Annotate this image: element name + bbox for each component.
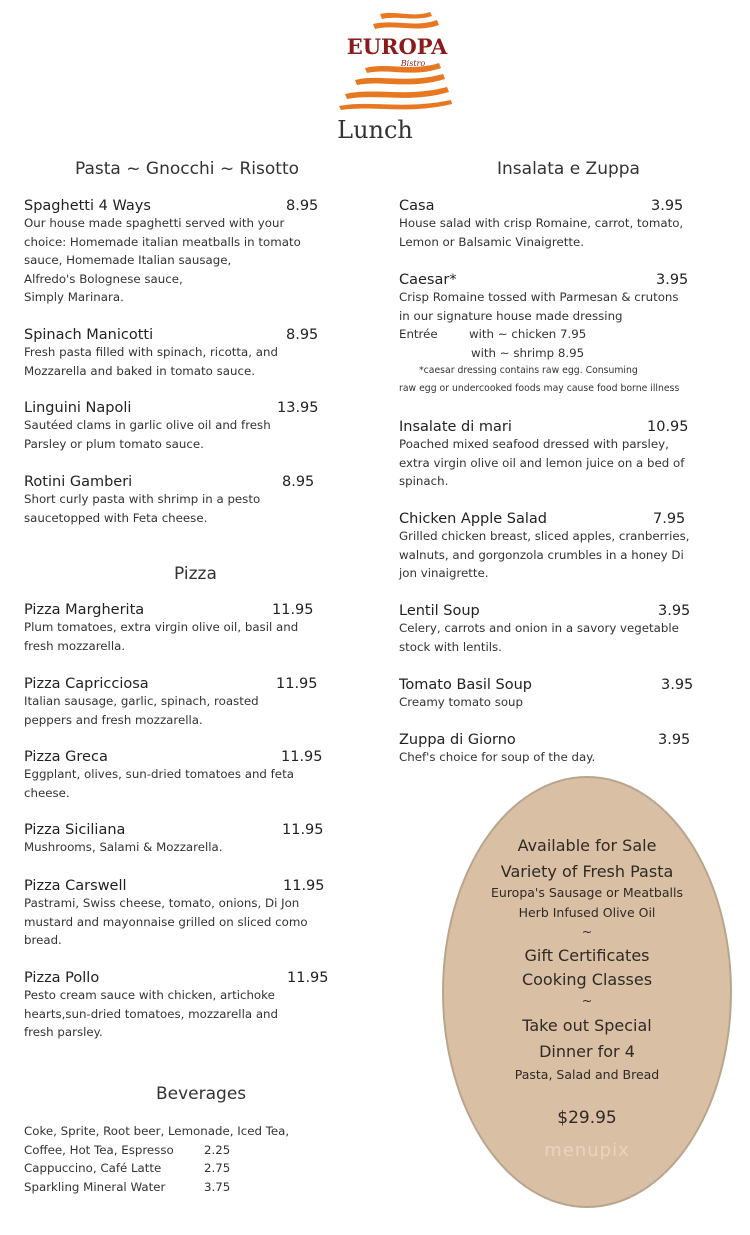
salad-item: [399, 677, 729, 712]
beverage-line: [24, 1159, 324, 1178]
item-price: 3.95: [658, 732, 691, 748]
salad-item-caesar: [399, 272, 739, 398]
beverage-text: Sparkling Mineral Water: [24, 1179, 166, 1194]
item-name: Spinach Manicotti: [24, 327, 154, 343]
item-desc: sauce, Homemade Italian sausage,: [24, 253, 232, 267]
item-desc: Chef's choice for soup of the day.: [399, 750, 596, 764]
beverage-line: [24, 1178, 324, 1197]
item-name: Rotini Gamberi: [24, 474, 133, 490]
pizza-item: [24, 676, 334, 729]
pizza-item: [24, 749, 334, 802]
beverage-price: 2.25: [204, 1142, 231, 1157]
europa-bistro-logo: [335, 8, 455, 113]
item-price: 11.95: [282, 822, 324, 838]
item-name: Pizza Capricciosa: [24, 676, 149, 692]
item-name: Spaghetti 4 Ways: [24, 198, 151, 214]
item-price: 8.95: [282, 474, 315, 490]
sale-line: Available for Sale: [517, 836, 657, 855]
caesar-note: raw egg or undercooked foods may cause food borne illness: [399, 383, 680, 394]
entree-label: Entrée: [399, 327, 438, 341]
item-desc: Pastrami, Swiss cheese, tomato, onions, Di Jon: [24, 896, 300, 910]
item-name: Caesar*: [399, 272, 457, 288]
item-desc: Parsley or plum tomato sauce.: [24, 436, 204, 451]
pizza-heading: Pizza: [174, 564, 217, 584]
item-price: 8.95: [286, 327, 319, 343]
item-name: Insalate di mari: [399, 419, 512, 435]
item-desc: fresh mozzarella.: [24, 638, 126, 653]
item-name: Chicken Apple Salad: [399, 511, 548, 527]
item-desc: Mozzarella and baked in tomato sauce.: [24, 363, 255, 378]
pizza-item: [24, 970, 354, 1042]
caesar-note: *caesar dressing contains raw egg. Consuming: [419, 365, 638, 376]
item-desc: hearts,sun-dried tomatoes, mozzarella and: [24, 1006, 279, 1021]
salad-item: [399, 732, 729, 767]
sale-price: $29.95: [557, 1108, 617, 1128]
item-desc: Alfredo's Bolognese sauce,: [24, 271, 183, 286]
entree-row: [399, 344, 739, 363]
item-price: 11.95: [287, 970, 329, 986]
item-name: Pizza Greca: [24, 749, 108, 765]
item-desc: extra virgin olive oil and lemon juice on a bed of: [399, 455, 685, 470]
sale-line: Take out Special: [522, 1016, 652, 1035]
salad-heading: Insalata e Zuppa: [497, 159, 640, 179]
item-price: 7.95: [653, 511, 686, 527]
entree-row: [399, 325, 739, 344]
item-price: 10.95: [647, 419, 689, 435]
beverage-text: Cappuccino, Café Latte: [24, 1161, 162, 1175]
item-desc: Our house made spaghetti served with your: [24, 216, 285, 230]
beverage-text: Coffee, Hot Tea, Espresso: [24, 1142, 174, 1157]
item-desc: saucetopped with Feta cheese.: [24, 510, 208, 525]
pizza-item: [24, 878, 354, 950]
item-name: Pizza Siciliana: [24, 822, 126, 838]
item-desc: Lemon or Balsamic Vinaigrette.: [399, 234, 585, 249]
item-price: 3.95: [661, 677, 694, 693]
item-desc: cheese.: [24, 785, 70, 800]
pasta-item: [24, 400, 324, 453]
sale-line: Cooking Classes: [521, 970, 653, 989]
beverage-price: 3.75: [204, 1179, 231, 1194]
item-desc: Crisp Romaine tossed with Parmesan & crutons: [399, 290, 679, 304]
item-desc: spinach.: [399, 474, 449, 488]
entree-shrimp: with ~ shrimp 8.95: [471, 345, 585, 360]
item-price: 8.95: [286, 198, 319, 214]
logo-sub: Bistro: [400, 59, 426, 68]
pasta-item: [24, 198, 324, 307]
item-desc: Fresh pasta filled with spinach, ricotta, and: [24, 345, 278, 359]
item-desc: in our signature house made dressing: [399, 308, 623, 323]
salad-item: [399, 198, 729, 251]
entree-chicken: with ~ chicken 7.95: [469, 327, 587, 341]
salad-item: [399, 603, 729, 656]
sale-line: Dinner for 4: [539, 1042, 635, 1061]
beverages-list: [24, 1122, 324, 1196]
item-desc: fresh parsley.: [24, 1025, 103, 1039]
salad-item: [399, 511, 729, 583]
item-price: 3.95: [651, 198, 684, 214]
item-desc: peppers and fresh mozzarella.: [24, 712, 203, 727]
sale-line: Gift Certificates: [524, 946, 650, 965]
pasta-heading: Pasta ~ Gnocchi ~ Risotto: [75, 159, 300, 179]
item-desc: Creamy tomato soup: [399, 695, 524, 709]
sale-line: Europa's Sausage or Meatballs: [491, 885, 683, 900]
sale-line: Herb Infused Olive Oil: [518, 905, 656, 920]
item-desc: Eggplant, olives, sun-dried tomatoes and feta: [24, 767, 294, 781]
item-name: Pizza Pollo: [24, 970, 100, 986]
item-name: Zuppa di Giorno: [399, 732, 516, 748]
item-name: Tomato Basil Soup: [399, 677, 532, 693]
page-title: Lunch: [337, 116, 413, 144]
item-desc: choice: Homemade italian meatballs in tomato: [24, 234, 301, 249]
pasta-item: [24, 327, 324, 380]
item-price: 13.95: [277, 400, 319, 416]
item-desc: walnuts, and gorgonzola crumbles in a honey Di: [399, 547, 684, 562]
item-name: Casa: [399, 198, 435, 214]
beverage-line: [24, 1122, 324, 1141]
item-desc: jon vinaigrette.: [399, 566, 489, 580]
sale-tilde: ~: [581, 993, 593, 1008]
item-name: Lentil Soup: [399, 603, 480, 619]
item-name: Linguini Napoli: [24, 400, 132, 416]
beverages-heading: Beverages: [156, 1084, 247, 1104]
item-desc: Simply Marinara.: [24, 290, 124, 304]
item-desc: Plum tomatoes, extra virgin olive oil, basil and: [24, 620, 299, 634]
beverage-text: Coke, Sprite, Root beer, Lemonade, Iced Tea,: [24, 1124, 290, 1138]
item-desc: Grilled chicken breast, sliced apples, cranberries,: [399, 529, 690, 543]
item-price: 11.95: [281, 749, 323, 765]
item-desc: Mushrooms, Salami & Mozzarella.: [24, 840, 223, 854]
item-price: 3.95: [656, 272, 689, 288]
item-desc: mustard and mayonnaise grilled on sliced como: [24, 914, 308, 929]
salad-item: [399, 419, 729, 491]
item-name: Pizza Margherita: [24, 602, 145, 618]
item-name: Pizza Carswell: [24, 878, 127, 894]
logo-name: EUROPA: [346, 34, 448, 59]
item-price: 11.95: [283, 878, 325, 894]
pizza-item: [24, 822, 334, 857]
item-desc: Poached mixed seafood dressed with parsley,: [399, 437, 669, 451]
beverage-price: 2.75: [204, 1161, 231, 1175]
watermark: menupix: [544, 1140, 630, 1161]
pasta-item: [24, 474, 324, 527]
item-desc: Sautéed clams in garlic olive oil and fresh: [24, 418, 271, 432]
item-price: 3.95: [658, 603, 691, 619]
item-price: 11.95: [276, 676, 318, 692]
item-desc: Celery, carrots and onion in a savory vegetable: [399, 621, 679, 635]
item-desc: bread.: [24, 933, 62, 947]
item-price: 11.95: [272, 602, 314, 618]
item-desc: Short curly pasta with shrimp in a pesto: [24, 492, 261, 506]
item-desc: House salad with crisp Romaine, carrot, tomato,: [399, 216, 684, 230]
item-desc: stock with lentils.: [399, 639, 502, 654]
sale-line: Variety of Fresh Pasta: [500, 862, 674, 881]
item-desc: Pesto cream sauce with chicken, artichoke: [24, 988, 275, 1002]
item-desc: Italian sausage, garlic, spinach, roasted: [24, 694, 259, 708]
sale-tilde: ~: [581, 924, 593, 939]
pizza-item: [24, 602, 334, 655]
beverage-line: [24, 1141, 324, 1160]
sale-line: Pasta, Salad and Bread: [514, 1067, 660, 1082]
